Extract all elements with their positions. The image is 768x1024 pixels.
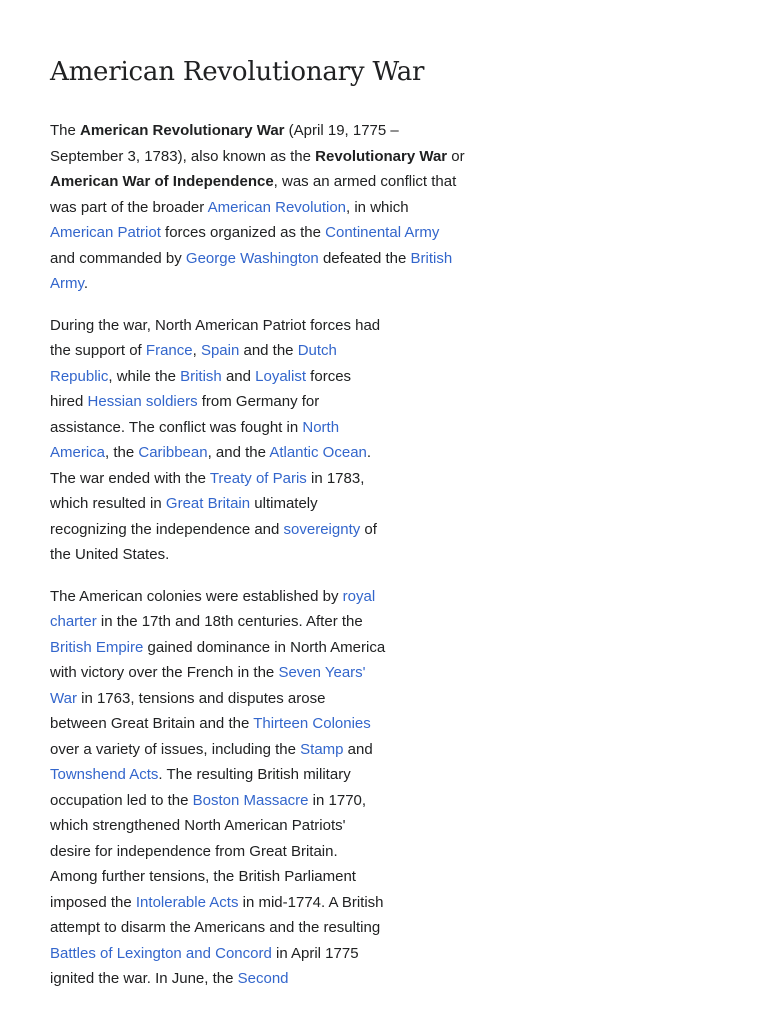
text-run: in the 17th and 18th centuries. After the [96,613,363,630]
link-spain[interactable]: Spain [200,342,240,359]
link-north-america[interactable]: North America [50,418,340,461]
link-royal-charter[interactable]: royal charter [50,587,376,630]
text-run: The American colonies were established by [50,587,343,605]
text-run: The [50,122,81,139]
link-battles-of-lexington-and-concord[interactable]: Battles of Lexington and Concord [50,944,272,962]
text-run: , was an armed conflict that was part of the broader [50,173,457,216]
link-george-washington[interactable]: George Washington [185,249,319,267]
text-run: and the [239,342,298,359]
link-dutch-republic[interactable]: Dutch Republic [50,342,337,385]
link-townshend-acts[interactable]: Townshend Acts [50,766,159,783]
text-run: in April 1775 ignited the war. In June, the [50,944,359,987]
link-british-army[interactable]: British Army [50,249,453,292]
link-france[interactable]: France [145,342,193,359]
link-second[interactable]: Second [237,970,289,987]
link-caribbean[interactable]: Caribbean [138,444,208,461]
text-run: and [343,740,373,758]
link-american-revolution[interactable]: American Revolution [207,198,347,216]
bold-term-revolutionary-war: Revolutionary War [315,147,448,165]
link-great-britain[interactable]: Great Britain [165,495,251,512]
link-hessian-soldiers[interactable]: Hessian soldiers [87,393,198,410]
bold-term-american-revolutionary-war: American Revolutionary War [80,122,285,139]
text-run: forces organized as the [160,224,326,241]
text-run: forces hired [50,367,352,410]
link-stamp[interactable]: Stamp [300,740,344,758]
link-thirteen-colonies[interactable]: Thirteen Colonies [253,715,371,732]
text-run: or [447,147,465,165]
link-sovereignty[interactable]: sovereignty [283,520,361,538]
bold-term-american-war-of-independence: American War of Independence [50,173,274,190]
text-run: , while the [108,367,181,385]
link-seven-years-war[interactable]: Seven Years' War [50,664,366,707]
text-run: During the war, North American Patriot forces had the support of [50,316,381,359]
text-run: . [83,275,89,292]
text-run: defeated the [318,249,411,267]
text-run: , in which [346,198,409,216]
text-run: and commanded by [50,249,186,267]
text-run: , and the [207,444,270,461]
link-loyalist[interactable]: Loyalist [255,367,307,385]
link-american-patriot[interactable]: American Patriot [50,224,161,241]
page-title: American Revolutionary War [50,57,425,87]
text-run: in 1783, which resulted in [50,469,365,512]
text-run: , the [105,444,139,461]
text-run: . The war ended with the [50,444,372,487]
text-run: from Germany for assistance. The conflict was fought in [50,393,320,436]
text-run: (April 19, 1775 – September 3, 1783), also known as the [50,122,399,165]
text-run: in 1763, tensions and disputes arose between Great Britain and the [50,689,326,732]
text-run: ultimately recognizing the independence and [50,495,318,538]
text-run: in 1770, which strengthened North American Patriots' desire for independence from Great Britain. Among further tensions, the British Parliament imposed the [50,791,367,911]
link-treaty-of-paris[interactable]: Treaty of Paris [209,469,307,487]
link-boston-massacre[interactable]: Boston Massacre [192,791,309,809]
link-continental-army[interactable]: Continental Army [325,224,440,241]
text-run: and [221,367,256,385]
text-run: . The resulting British military occupation led to the [50,766,351,809]
text-run: , [192,342,201,359]
link-intolerable-acts[interactable]: Intolerable Acts [135,893,239,911]
text-run: in mid-1774. A British attempt to disarm the Americans and the resulting [50,893,384,936]
link-atlantic-ocean[interactable]: Atlantic Ocean [269,444,367,461]
paragraph-war-allies [50,313,386,568]
article [50,52,470,1008]
text-run: of the United States. [50,520,377,563]
link-british-empire[interactable]: British Empire [50,638,144,656]
paragraph-intro [50,118,468,297]
text-run: over a variety of issues, including the [50,740,301,758]
link-british[interactable]: British [180,367,222,385]
paragraph-background [50,584,386,992]
text-run: gained dominance in North America with victory over the French in the [50,638,386,681]
